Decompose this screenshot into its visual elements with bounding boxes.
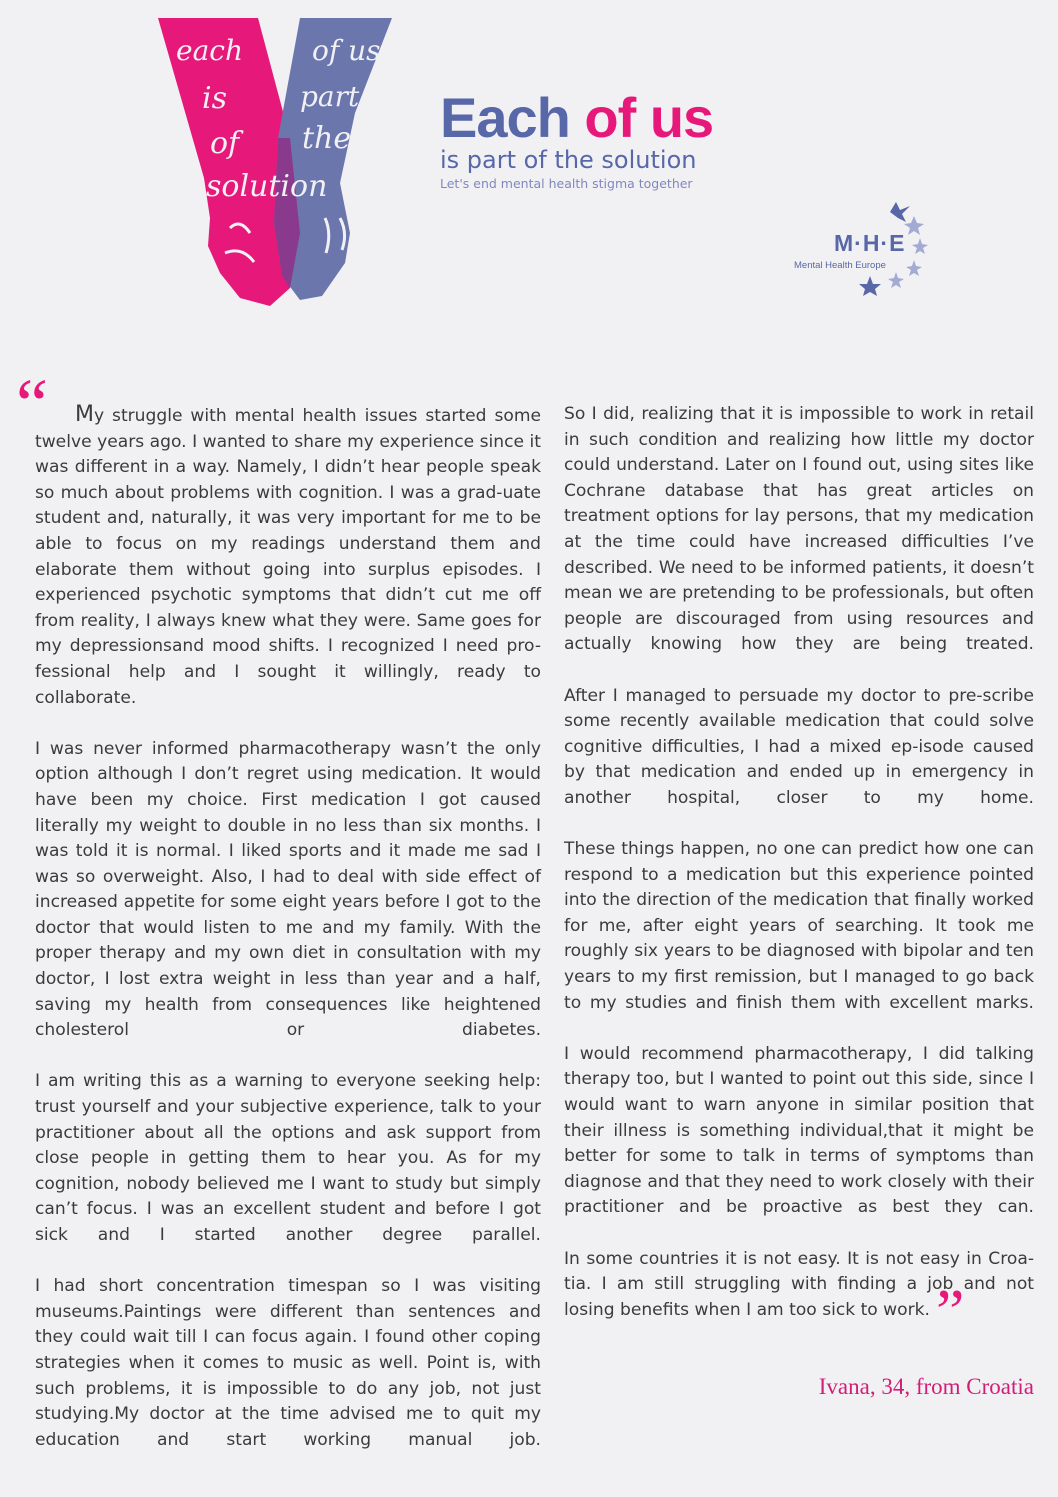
paragraph-1	[35, 402, 541, 711]
brand-title	[440, 88, 760, 148]
paragraph-1-text: y struggle with mental health issues started some twelve years ago. I wanted to share my experience since it was different in a way. Namely, I didn’t hear people speak so much about problems with cognition. I was a grad-uate student and, naturally, it was very important for me to be able to focus on my readings understand them and elaborate them without going into surplus episodes. I experienced psychotic symptoms that didn’t cut me off from reality, I always knew what they were. Same goes for my depressionsand mood shifts. I recognized I need pro-fessional help and I sought it willingly, ready to collaborate.	[35, 406, 541, 708]
dropcap: M	[75, 402, 94, 427]
mhe-letters: M·H·E	[834, 230, 906, 256]
paragraph-2: I was never informed pharmacotherapy wasn’t the only option although I don’t regret using medication. It would have been my choice. First medication I got caused literally my weight to double in no less than six months. I was told it is normal. I liked sports and it made me sad I was so overweight. Also, I had to deal with side effect of increased appetite for some eight years before I got to the doctor that would listen to me and my family. With the proper therapy and my own diet in consultation with my doctor, I lost extra weight in less than year and a half, saving my health from consequences like heightened cholesterol or diabetes.	[35, 738, 541, 1041]
brand-title-each: Each	[440, 86, 570, 149]
brand-subtitle: is part of the solution	[440, 146, 697, 174]
hands-text-part: part	[300, 80, 360, 113]
author-signature: Ivana, 34, from Croatia	[818, 1374, 1034, 1399]
hands-text-is: is	[202, 81, 227, 116]
article-column-right	[564, 402, 1034, 1349]
mhe-name: Mental Health Europe	[794, 260, 886, 271]
paragraph-9	[564, 1247, 1034, 1347]
paragraph-5: So I did, realizing that it is impossible to work in retail in such condition and realizing how little my doctor could understand. Later on I found out, using sites like Cochrane database that has great articles on treatment options for lay persons, that my medication at the time could have increased difficulties I’ve described. We need to be informed patients, it doesn’t mean we are pretending to be professionals, but often people are discouraged from using resources and actually knowing how they are being treated.	[564, 404, 1034, 655]
hands-text-each: each	[176, 34, 243, 67]
hands-text-the: the	[302, 121, 352, 156]
open-quote-mark: “	[16, 364, 48, 444]
close-quote-mark: ”	[935, 1275, 965, 1347]
hands-text-of: of	[210, 126, 240, 161]
hands-logo-icon	[150, 18, 400, 310]
paragraph-6: After I managed to persuade my doctor to pre-scribe some recently available medication that could solve cognitive difficulties, I had a mixed ep-isode caused by that medication and ended up in emergency in another hospital, closer to my home.	[564, 685, 1034, 808]
paragraph-9-text: In some countries it is not easy. It is not easy in Croa-tia. I am still struggling with finding a job and not losing benefits when I am too sick to work.	[564, 1248, 1034, 1320]
paragraph-3: I am writing this as a warning to everyone seeking help: trust yourself and your subjective experience, talk to your practitioner about all the options and ask support from close people in getting them to hear you. As for my cognition, nobody believed me I want to study but simply can’t focus. I was an excellent student and before I got sick and I started another degree parallel.	[35, 1071, 541, 1245]
hands-text-of-us: of us	[312, 34, 381, 67]
brand-block	[440, 88, 760, 192]
paragraph-4: I had short concentration timespan so I was visiting museums.Paintings were different than sentences and they could wait till I can focus again. I found other coping strategies when it comes to music as well. Point is, with such problems, it is impossible to do any job, not just studying.My doctor at the time advised me to quit my education and start working manual job.	[35, 1276, 541, 1450]
hands-text-solution: solution	[206, 169, 328, 204]
brand-title-of-us: of us	[584, 86, 714, 149]
brand-tagline: Let's end mental health stigma together	[440, 176, 693, 191]
paragraph-8: I would recommend pharmacotherapy, I did talking therapy too, but I wanted to point out this side, since I would want to warn anyone in similar position that their illness is something individual,that it might be better for some to talk in terms of symptoms than diagnose and that they need to work closely with their practitioner and be proactive as best they can.	[564, 1043, 1034, 1218]
article-column-left	[35, 402, 541, 1479]
paragraph-7: These things happen, no one can predict how one can respond to a medication but this experience pointed into the direction of the medication that finally worked for me, after eight years of searching. It took me roughly six years to be diagnosed with bipolar and ten years to my first remission, but I managed to go back to my studies and finish them with excellent marks.	[564, 839, 1034, 1013]
mhe-logo	[790, 196, 940, 296]
